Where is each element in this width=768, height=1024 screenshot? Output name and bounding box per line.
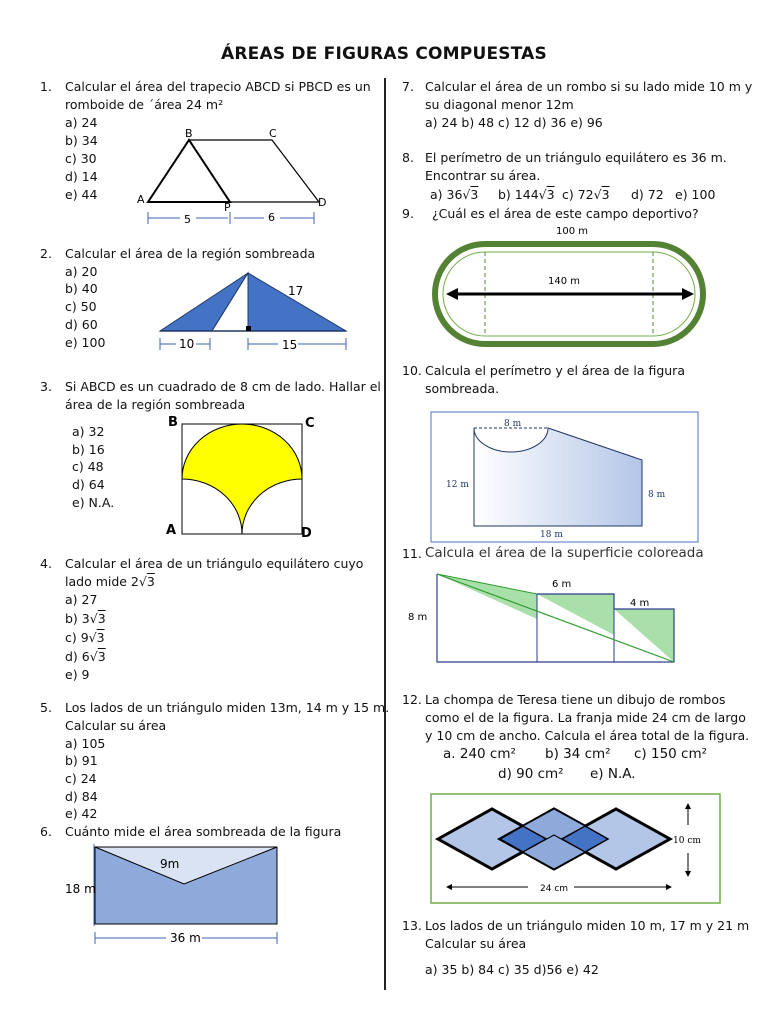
question-number: 6.	[40, 824, 52, 839]
option-b: b) 3√3	[65, 611, 106, 626]
option-d: d) 14	[65, 169, 98, 184]
option-e: e) 9	[65, 667, 90, 682]
label-c: C	[269, 127, 277, 140]
page-title: ÁREAS DE FIGURAS COMPUESTAS	[221, 44, 547, 64]
question-number: 1.	[40, 79, 52, 94]
question-text: La chompa de Teresa tiene un dibujo de rombos	[425, 692, 726, 707]
option-e: e) N.A.	[590, 766, 636, 782]
question-text: Los lados de un triángulo miden 13m, 14 m y 15 m.	[65, 700, 390, 715]
label-b: B	[185, 127, 193, 140]
question-text: Si ABCD es un cuadrado de 8 cm de lado. Hallar el	[65, 379, 381, 394]
question-text: lado mide 2√3	[65, 574, 155, 589]
mid-label: 6 m	[552, 579, 572, 590]
trapezoid-figure	[130, 122, 340, 232]
question-text: Calcular su área	[65, 718, 167, 733]
option-b: b) 34	[65, 133, 98, 148]
question-text: su diagonal menor 12m	[425, 97, 574, 112]
question-text: Calcular el área de un rombo si su lado mide 10 m y	[425, 79, 753, 94]
option-e: e) N.A.	[72, 495, 115, 510]
left-label: 12 m	[446, 480, 469, 490]
height-label: 18 m	[65, 882, 96, 896]
question-text: como el de la figura. La franja mide 24 cm de largo	[425, 710, 746, 725]
option-b: b) 91	[65, 753, 98, 768]
square-figure	[160, 410, 330, 540]
option-a: a) 24	[65, 115, 98, 130]
options-row: a) 24 b) 48 c) 12 d) 36 e) 96	[425, 115, 603, 130]
option-a: a) 27	[65, 592, 98, 607]
question-text: Calcular su área	[425, 936, 527, 951]
option-c: c) 48	[72, 459, 104, 474]
segment-label: 6	[268, 211, 275, 224]
option-a: a) 105	[65, 736, 106, 751]
question-text: Calcula el perímetro y el área de la figura	[425, 363, 685, 378]
question-number: 13.	[402, 918, 422, 933]
width-label: 24 cm	[540, 884, 569, 894]
question-text: ¿Cuál es el área de este campo deportivo?	[432, 206, 699, 221]
label-d: D	[301, 526, 312, 541]
option-c: c) 24	[65, 771, 97, 786]
option-d: d) 90 cm²	[498, 766, 564, 782]
question-text: Cuánto mide el área sombreada de la figura	[65, 824, 342, 839]
question-text: Calcula el área de la superficie coloreada	[425, 545, 704, 561]
option-c: c) 9√3	[65, 630, 105, 645]
question-text: Calcular el área de la región sombreada	[65, 246, 316, 261]
option-c: c) 50	[65, 299, 97, 314]
option-e: e) 44	[65, 187, 98, 202]
question-number: 4.	[40, 556, 52, 571]
question-text: Calcular el área del trapecio ABCD si PBCD es un	[65, 79, 371, 94]
top-label: 8 m	[504, 419, 522, 429]
option-e: e) 42	[65, 806, 98, 821]
green-triangles-figure	[400, 568, 690, 668]
question-text: Los lados de un triángulo miden 10 m, 17 m y 21 m	[425, 918, 750, 933]
question-number: 10.	[402, 363, 422, 378]
question-text: Encontrar su área.	[425, 168, 541, 183]
question-number: 5.	[40, 700, 52, 715]
label-p: P	[224, 201, 231, 214]
option-e: e) 100	[675, 187, 716, 202]
question-text: romboide de ´área 24 m²	[65, 97, 224, 112]
option-b: b) 34 cm²	[545, 746, 611, 762]
option-d: d) 60	[65, 317, 98, 332]
option-a: a) 32	[72, 424, 105, 439]
option-c: c) 72√3	[562, 187, 610, 202]
question-text: y 10 cm de ancho. Calcula el área total de la figura.	[425, 728, 750, 743]
question-number: 3.	[40, 379, 52, 394]
right-label: 8 m	[648, 490, 666, 500]
label-a: A	[137, 193, 145, 206]
label-c: C	[305, 416, 315, 431]
option-a: a) 20	[65, 264, 98, 279]
side-label: 17	[288, 284, 304, 298]
option-a: a) 36√3	[430, 187, 479, 202]
option-d: d) 84	[65, 789, 98, 804]
segment-label: 5	[184, 213, 191, 226]
question-number: 9.	[402, 206, 414, 221]
right-label: 4 m	[630, 598, 650, 609]
question-number: 11.	[402, 546, 422, 561]
rhombus-pattern-figure	[430, 793, 722, 905]
rectangle-v-figure	[60, 840, 290, 955]
option-b: b) 16	[72, 442, 105, 457]
question-number: 8.	[402, 150, 414, 165]
question-text: área de la región sombreada	[65, 397, 246, 412]
column-divider	[384, 78, 386, 990]
top-label: 100 m	[556, 226, 589, 237]
label-a: A	[166, 523, 177, 538]
label-b: B	[168, 415, 178, 430]
option-a: a. 240 cm²	[443, 746, 516, 762]
option-c: c) 30	[65, 151, 97, 166]
segment-label: 15	[282, 338, 298, 352]
sports-field-figure	[430, 222, 710, 352]
shaded-polygon-figure	[430, 410, 700, 545]
depth-label: 9m	[160, 857, 180, 871]
options-row: a) 35 b) 84 c) 35 d)56 e) 42	[425, 962, 599, 977]
question-text: El perímetro de un triángulo equilátero es 36 m.	[425, 150, 727, 165]
option-b: b) 144√3	[498, 187, 555, 202]
question-number: 2.	[40, 246, 52, 261]
option-c: c) 150 cm²	[634, 746, 708, 762]
question-number: 12.	[402, 692, 422, 707]
question-number: 7.	[402, 79, 414, 94]
label-d: D	[318, 196, 327, 209]
option-d: d) 72	[631, 187, 664, 202]
question-text: Calcular el área de un triángulo equilátero cuyo	[65, 556, 364, 571]
option-d: d) 6√3	[65, 649, 106, 664]
width-label: 36 m	[170, 931, 201, 945]
left-label: 8 m	[408, 612, 428, 623]
segment-label: 10	[179, 337, 195, 351]
height-label: 10 cm	[673, 836, 701, 846]
shaded-triangle-figure	[150, 265, 360, 360]
length-label: 140 m	[548, 276, 581, 287]
bottom-label: 18 m	[540, 530, 563, 540]
option-e: e) 100	[65, 335, 106, 350]
question-text: sombreada.	[425, 381, 500, 396]
option-d: d) 64	[72, 477, 105, 492]
option-b: b) 40	[65, 281, 98, 296]
